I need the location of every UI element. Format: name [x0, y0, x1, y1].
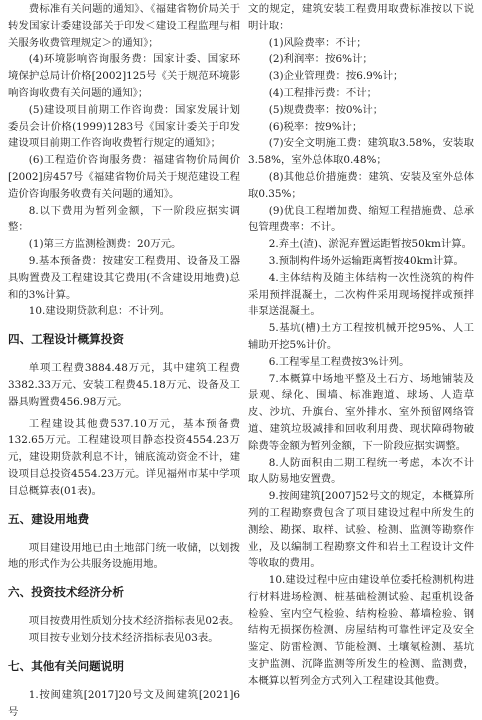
- section-paragraph: 项目按专业划分技术经济指标表见03表。: [28, 631, 219, 644]
- right-paragraph: 3.预制构件场外运输距离暂按40km计算。: [268, 254, 464, 267]
- section-paragraph: 项目建设用地已由土地部门统一收储，以划拨地的形式作为公共服务设施用地。: [8, 541, 240, 571]
- section-heading: 四、工程设计概算投资: [8, 332, 124, 347]
- right-paragraph: (7)安全文明施工费：建筑取3.58%，安装取3.58%，室外总体取0.48%；: [248, 137, 474, 167]
- right-paragraph: (8)其他总价措施费：建筑、安装及室外总体取0.35%；: [248, 170, 474, 200]
- right-paragraph: 7.本概算中场地平整及土石方、场地铺装及景观、绿化、围墙、标准跑道、球场、人造草皮、沙坑、升旗台、室外排水、室外预留网络管道、建筑垃圾减排和回收利用费、现状障碍物破除费等金额为暂列金额，下一阶段应据实调整。: [248, 372, 474, 452]
- right-paragraph: 6.工程零星工程费按3%计列。: [268, 355, 410, 368]
- section-paragraph: 1.按闽建筑[2017]20号文及闽建筑[2021]6号: [8, 688, 240, 718]
- right-paragraph: 8.人防面积由二期工程统一考虑，本次不计取人防易地安置费。: [248, 456, 474, 486]
- section-paragraph: 项目按费用性质划分技术经济指标表见02表。: [28, 615, 240, 628]
- left-paragraph: 8.以下费用为暂列金额，下一阶段应据实调整：: [8, 204, 240, 234]
- section-heading: 七、其他有关问题说明: [8, 658, 124, 673]
- left-column: [8, 1, 240, 720]
- right-paragraph: 2.弃土(渣)、淤泥弃置运距暂按50km计算。: [268, 238, 473, 251]
- left-paragraph: 10.建设期贷款利息：不计列。: [28, 305, 171, 318]
- right-paragraph: 10.建设过程中应由建设单位委托检测机构进行材料进场检测、桩基础检测试验、起重机设备检验、室内空气检验、结构检验、幕墙检验、钢结构无损探伤检测、房屋结构可靠性评定及安全鉴定、防雷检测、节能检测、土壤氡检测、基坑支护监测、沉降监测等所发生的检测、监测费，本概算以暂列金方式列入工程建设其他费。: [248, 574, 474, 687]
- right-paragraph: (2)利润率：按6%计；: [268, 53, 373, 66]
- section-paragraph: 单项工程费3884.48万元，其中建筑工程费3382.33万元、安装工程费45.18万元、设备及工器具购置费456.98万元。: [8, 362, 240, 408]
- right-paragraph: (3)企业管理费：按6.9%计；: [268, 70, 404, 83]
- left-paragraph: (1)第三方监测检测费：20万元。: [28, 238, 182, 251]
- right-paragraph: 5.基坑(槽)土方工程按机械开挖95%、人工辅助开挖5%计价。: [248, 322, 474, 351]
- left-paragraph: 9.基本预备费：按建安工程费用、设备及工器具购置费及工程建设其它费用(不含建设用地费)总和的3%计算。: [8, 254, 240, 301]
- right-paragraph: 4.主体结构及随主体结构一次性浇筑的构件采用预拌混凝土，二次构件采用现场搅拌或预拌非泵送混凝土。: [248, 271, 474, 318]
- section-heading: 六、投资技术经济分析: [8, 585, 124, 600]
- right-paragraph: (9)优良工程增加费、缩短工程措施费、总承包管理费率：不计。: [248, 204, 474, 234]
- left-paragraph: (5)建设项目前期工作咨询费：国家发展计划委员会计价格(1999)1283号《国家计委关于印发建设项目前期工作咨询收费暂行规定的通知》；: [8, 103, 240, 150]
- right-paragraph: (4)工程排污费：不计；: [268, 86, 378, 99]
- left-paragraph: 费标准有关问题的通知》、《福建省物价局关于转发国家计委建设部关于印发＜建设工程监理与相关服务收费管理规定＞的通知》；: [8, 3, 240, 49]
- section-paragraph: 工程建设其他费537.10万元，基本预备费132.65万元。工程建设项目静态投资4554.23万元，建设期贷款利息不计，铺底流动资金不计，建设项目总投资4554.23万元。详见福州市某中学项目总概算表(01表)。: [8, 417, 240, 497]
- section-heading: 五、建设用地费: [8, 511, 90, 526]
- right-paragraph: 文的规定，建筑安装工程费用取费标准按以下说明计取：: [248, 3, 474, 32]
- right-paragraph: (1)风险费率：不计；: [268, 36, 367, 49]
- left-paragraph: (6)工程造价咨询服务费：福建省物价局闽价[2002]房457号《福建省物价局关于规范建设工程造价咨询服务收费有关问题的通知》。: [8, 154, 240, 200]
- right-paragraph: 9.按闽建筑[2007]52号文的规定，本概算所列的工程勘察费包含了项目建设过程中所发生的测绘、勘探、取样、试验、检测、监测等勘察作业，及以编制工程勘察文件和岩土工程设计文件等收取的费用。: [248, 490, 474, 570]
- right-paragraph: (5)规费费率：按0%计；: [268, 103, 384, 116]
- left-paragraph: (4)环境影响咨询服务费：国家计委、国家环境保护总局计价格[2002]125号《关于规范环境影响咨询收费有关问题的通知》；: [8, 53, 240, 99]
- right-paragraph: (6)税率：按9%计；: [268, 120, 363, 133]
- right-column: [248, 1, 474, 690]
